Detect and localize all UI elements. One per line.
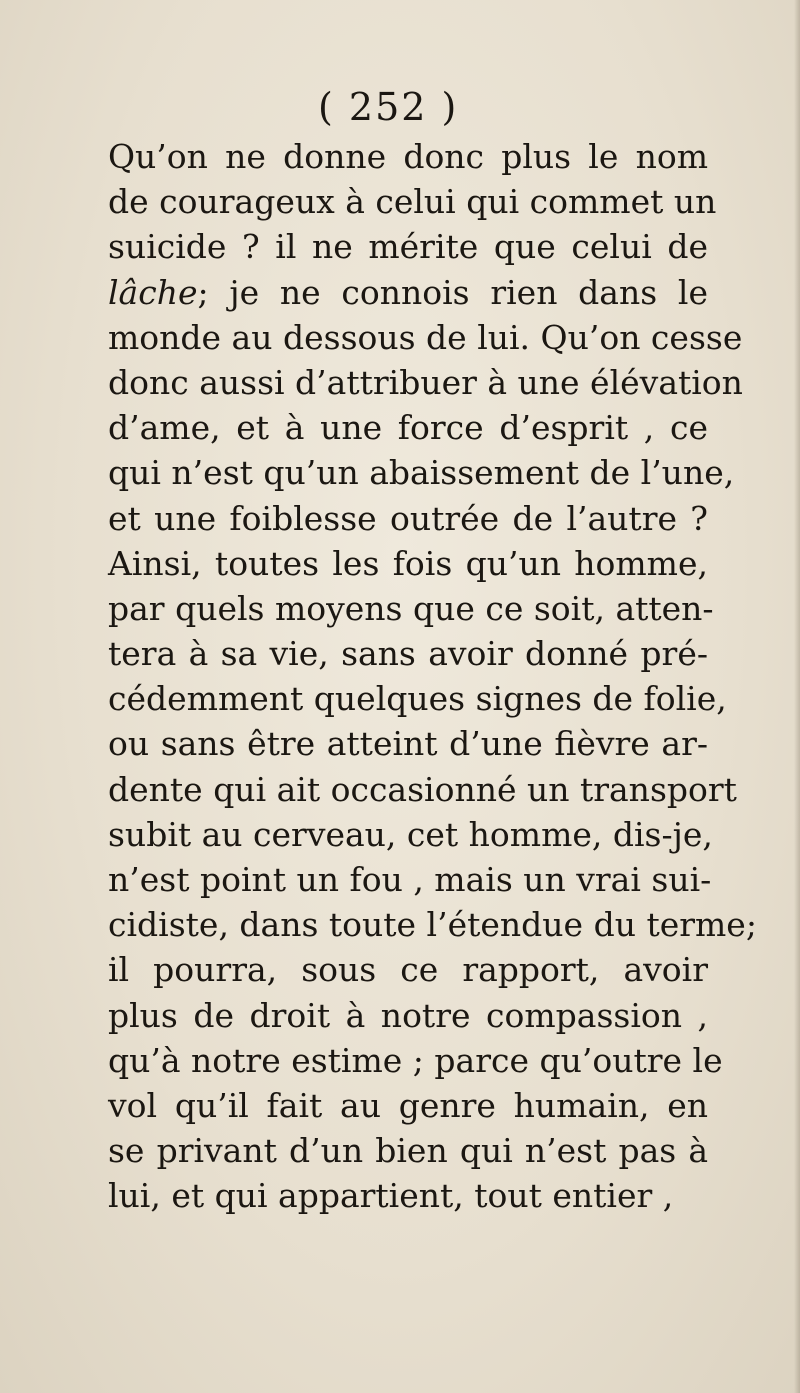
text-line: se privant d’un bien qui n’est pas à — [108, 1131, 708, 1171]
page-number: ( 252 ) — [318, 85, 459, 129]
text-line: par quels moyens que ce soit, atten- — [108, 588, 714, 628]
text-line: il pourra, sous ce rapport, avoir — [108, 950, 708, 990]
text-line: lui, et qui appartient, tout entier , — [108, 1176, 674, 1216]
text-line — [108, 270, 708, 315]
text-line: tera à sa vie, sans avoir donné pré- — [108, 634, 708, 674]
text-line: et une foiblesse outrée de l’autre ? — [108, 498, 708, 538]
text-line-rest: ; je ne connois rien dans le — [197, 272, 708, 312]
text-line: de courageux à celui qui commet un — [108, 182, 717, 222]
italic-word: lâche — [108, 272, 198, 312]
text-line: qu’à notre estime ; parce qu’outre le — [108, 1040, 723, 1080]
text-line: cidiste, dans toute l’étendue du terme; — [108, 905, 757, 945]
text-line: ou sans être atteint d’une fièvre ar- — [108, 724, 708, 764]
text-line: cédemment quelques signes de folie, — [108, 679, 727, 719]
text-line: d’ame, et à une force d’esprit , ce — [108, 408, 708, 448]
text-line: plus de droit à notre compassion , — [108, 995, 708, 1035]
text-line: dente qui ait occasionné un transport — [108, 769, 737, 809]
body-text — [108, 134, 757, 1219]
text-line: suicide ? il ne mérite que celui de — [108, 227, 708, 267]
text-line: monde au dessous de lui. Qu’on cesse — [108, 317, 743, 357]
text-line: donc aussi d’attribuer à une élévation — [108, 362, 743, 402]
text-line: n’est point un fou , mais un vrai sui- — [108, 860, 712, 899]
text-line: subit au cerveau, cet homme, dis-je, — [108, 814, 713, 854]
page-edge-shadow — [794, 0, 800, 1393]
text-line: Qu’on ne donne donc plus le nom — [108, 137, 708, 176]
text-line: Ainsi, toutes les fois qu’un homme, — [108, 543, 708, 583]
text-line: vol qu’il fait au genre humain, en — [108, 1085, 708, 1125]
text-line: qui n’est qu’un abaissement de l’une, — [108, 453, 735, 493]
